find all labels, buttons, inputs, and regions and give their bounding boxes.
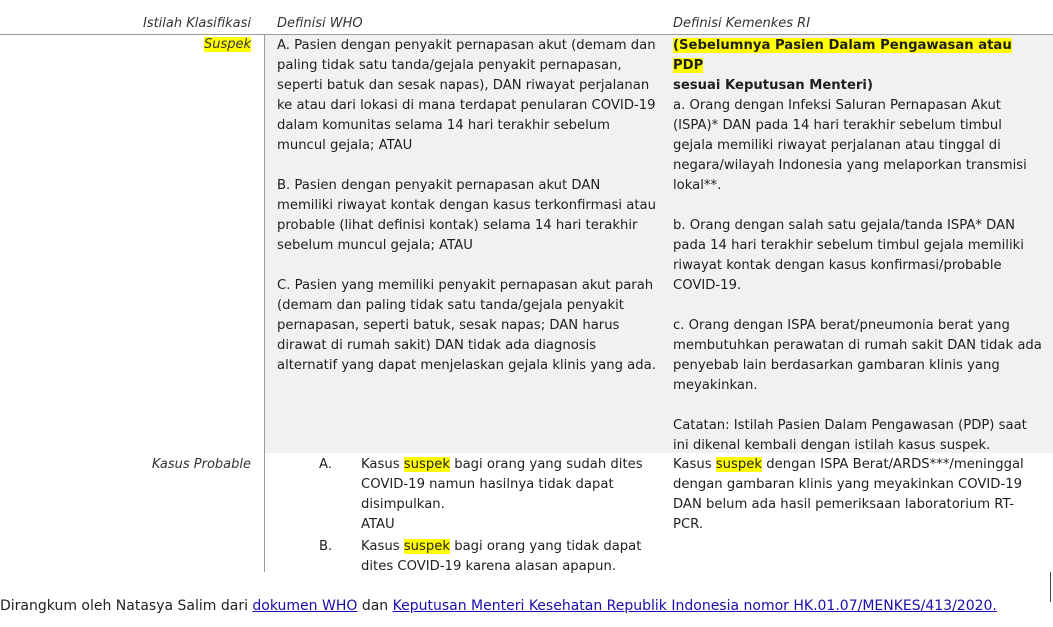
- who-suspek-criterion-b: B. Pasien dengan penyakit pernapasan akut DAN memiliki riwayat kontak dengan kasus terkonfirmasi atau probable (lihat definisi kontak) selama 14 hari terakhir sebelum muncul gejala; ATAU: [277, 178, 656, 253]
- kemenkes-heading-rest: sesuai Keputusan Menteri): [673, 78, 873, 93]
- row-label-kasus-probable: Kasus Probable: [151, 457, 251, 472]
- credit-middle: dan: [357, 598, 393, 614]
- header-who-definition: Definisi WHO: [277, 16, 363, 31]
- kemenkes-probable-pre: Kasus: [673, 457, 716, 472]
- highlight-suspek: suspek: [403, 539, 451, 554]
- scroll-edge-marker: [1050, 572, 1051, 602]
- highlight-suspek: suspek: [715, 457, 763, 472]
- kemenkes-suspek-heading: [673, 36, 1043, 96]
- kemenkes-suspek-note: Catatan: Istilah Pasien Dalam Pengawasan (PDP) saat ini dikenal kembali dengan istilah kasus suspek.: [673, 418, 1027, 453]
- item-text-pre: Kasus: [361, 539, 404, 554]
- list-marker: A.: [319, 457, 332, 472]
- who-suspek-definition: [277, 36, 659, 376]
- kemenkes-suspek-definition: [673, 36, 1043, 456]
- credit-prefix: Dirangkum oleh Natasya Salim dari: [0, 598, 253, 614]
- who-probable-list: [277, 455, 662, 577]
- who-document-link[interactable]: dokumen WHO: [252, 598, 358, 614]
- source-credit: [0, 598, 997, 614]
- highlight-suspek: suspek: [403, 457, 451, 472]
- kemenkes-suspek-criterion-c: c. Orang dengan ISPA berat/pneumonia berat yang membutuhkan perawatan di rumah sakit DAN tidak ada penyebab lain berdasarkan gambaran klinis yang meyakinkan.: [673, 318, 1042, 393]
- item-text-extra: ATAU: [361, 517, 395, 532]
- item-text-post: bagi orang yang tidak dapat dites COVID-19 karena alasan apapun.: [361, 539, 642, 574]
- row-label-suspek: Suspek: [203, 37, 251, 52]
- list-item: [277, 455, 662, 535]
- kemenkes-probable-post: dengan ISPA Berat/ARDS***/meninggal dengan gambaran klinis yang meyakinkan COVID-19 DAN belum ada hasil pemeriksaan laboratorium RT-PCR.: [673, 457, 1024, 532]
- kemenkes-decree-link[interactable]: Keputusan Menteri Kesehatan Republik Indonesia nomor HK.01.07/MENKES/413/2020.: [392, 598, 997, 614]
- list-marker: B.: [319, 539, 333, 554]
- item-text-pre: Kasus: [361, 457, 404, 472]
- list-item: [277, 537, 662, 577]
- kemenkes-heading-highlight: (Sebelumnya Pasien Dalam Pengawasan atau PDP: [673, 38, 1012, 73]
- header-classification: Istilah Klasifikasi: [142, 16, 251, 31]
- kemenkes-suspek-criterion-a: a. Orang dengan Infeksi Saluran Pernapasan Akut (ISPA)* DAN pada 14 hari terakhir sebelum timbul gejala memiliki riwayat perjalanan atau tinggal di negara/wilayah Indonesia yang melaporkan transmisi lokal**.: [673, 98, 1027, 193]
- kemenkes-probable-definition: [673, 455, 1043, 535]
- kemenkes-suspek-criterion-b: b. Orang dengan salah satu gejala/tanda ISPA* DAN pada 14 hari terakhir sebelum timbul gejala memiliki riwayat kontak dengan kasus konfirmasi/probable COVID-19.: [673, 218, 1024, 293]
- who-suspek-criterion-c: C. Pasien yang memiliki penyakit pernapasan akut parah (demam dan paling tidak satu tanda/gejala penyakit pernapasan, seperti batuk, sesak napas; DAN harus dirawat di rumah sakit) DAN tidak ada diagnosis alternatif yang dapat menjelaskan gejala klinis yang ada.: [277, 278, 656, 373]
- item-text-post: bagi orang yang sudah dites COVID-19 namun hasilnya tidak dapat disimpulkan.: [361, 457, 643, 512]
- who-suspek-criterion-a: A. Pasien dengan penyakit pernapasan akut (demam dan paling tidak satu tanda/gejala penyakit pernapasan, seperti batuk dan sesak napas), DAN riwayat perjalanan ke atau dari lokasi di mana terdapat penularan COVID-19 dalam komunitas selama 14 hari terakhir sebelum muncul gejala; ATAU: [277, 38, 656, 153]
- header-kemenkes-definition: Definisi Kemenkes RI: [673, 16, 811, 31]
- column-divider: [264, 35, 265, 572]
